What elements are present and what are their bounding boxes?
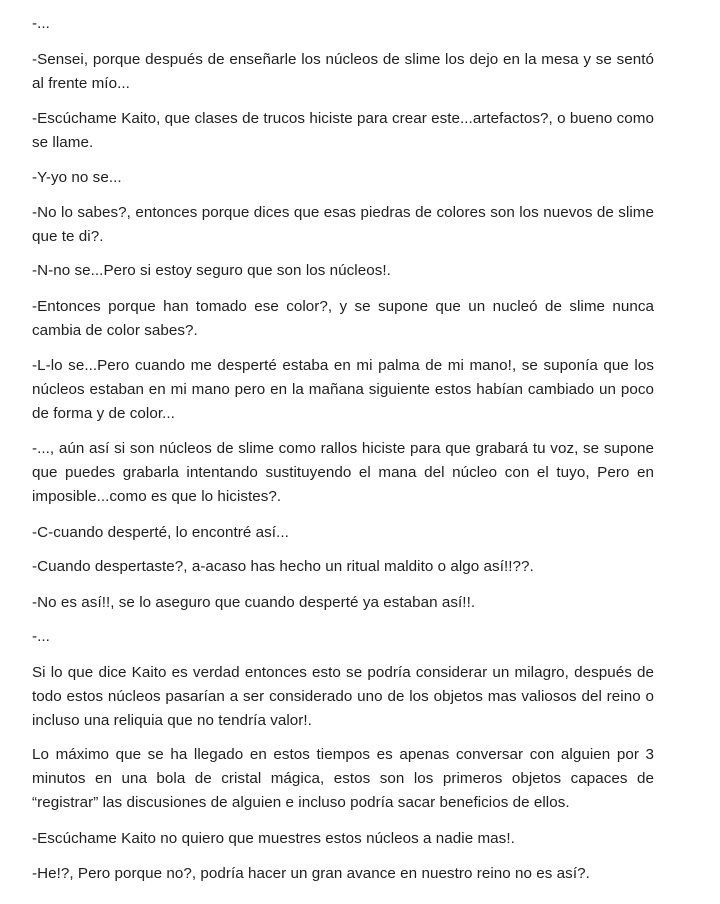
paragraph: -C-cuando desperté, lo encontré así... [32,524,289,541]
paragraph: -Escúchame Kaito no quiero que muestres estos núcleos a nadie mas!. [32,830,515,847]
paragraph: -He!?, Pero porque no?, podría hacer un gran avance en nuestro reino no es así?. [32,865,590,882]
paragraph: -..., aún así si son núcleos de slime como rallos hiciste para que grabará tu voz, se supone que puedes grabarla intentando sustituyendo el mana del núcleo con el tuyo, Pero en imposible...como es que lo hicistes?. [32,440,654,505]
paragraph: -Y-yo no se... [32,169,122,186]
paragraph: -Entonces porque han tomado ese color?, y se supone que un nucleó de slime nunca cambia de color sabes?. [32,298,654,339]
paragraph: -Cuando despertaste?, a-acaso has hecho un ritual maldito o algo así!!??. [32,558,534,575]
paragraph: -Sensei, porque después de enseñarle los núcleos de slime los dejo en la mesa y se sentó al frente mío... [32,51,654,92]
paragraph: -N-no se...Pero si estoy seguro que son los núcleos!. [32,262,391,279]
paragraph: -Escúchame Kaito, que clases de trucos hiciste para crear este...artefactos?, o bueno como se llame. [32,110,654,151]
paragraph: Lo máximo que se ha llegado en estos tiempos es apenas conversar con alguien por 3 minutos en una bola de cristal mágica, estos son los primeros objetos capaces de “registrar” las discusiones de alguien e incluso podría sacar beneficios de ellos. [32,746,654,811]
paragraph: Si lo que dice Kaito es verdad entonces esto se podría considerar un milagro, después de todo estos núcleos pasarían a ser considerado uno de los objetos mas valiosos del reino o incluso una reliquia que no tendría valor!. [32,664,654,729]
paragraph: -L-lo se...Pero cuando me desperté estaba en mi palma de mi mano!, se suponía que los núcleos estaban en mi mano pero en la mañana siguiente estos habían cambiado un poco de forma y de color... [32,357,654,422]
paragraph: -... [32,628,50,645]
paragraph: -No lo sabes?, entonces porque dices que esas piedras de colores son los nuevos de slime que te di?. [32,204,654,245]
paragraph: -... [32,15,50,32]
paragraph: -No es así!!, se lo aseguro que cuando desperté ya estaban así!!. [32,594,476,611]
